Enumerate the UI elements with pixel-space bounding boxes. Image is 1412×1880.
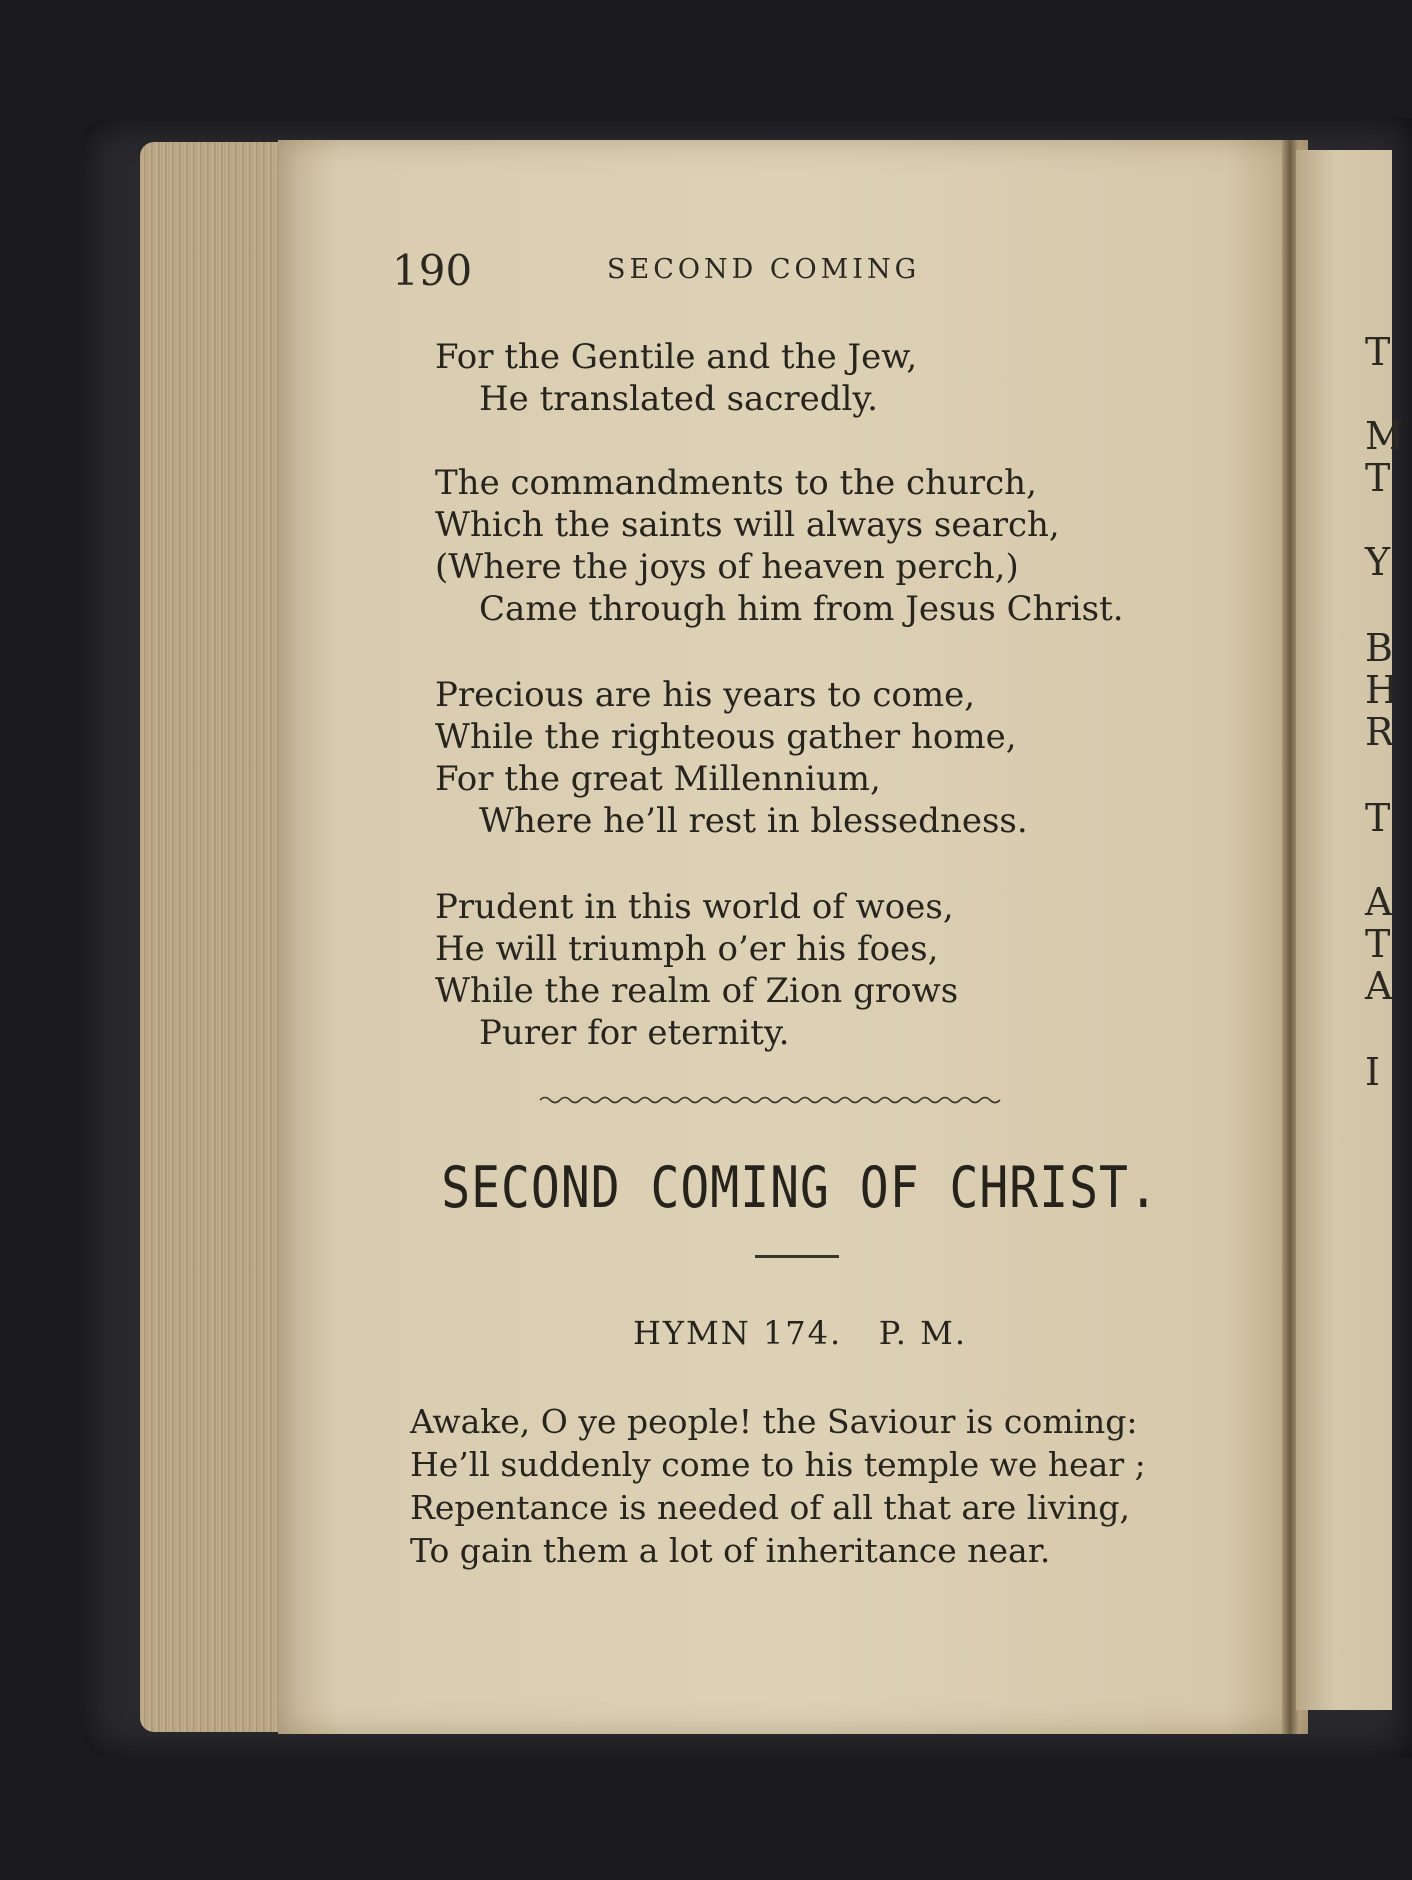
running-head bbox=[392, 246, 1232, 296]
hymn-heading: HYMN 174. P. M. bbox=[632, 1314, 968, 1352]
facing-page-letter: T bbox=[1365, 330, 1391, 374]
verse-line: Came through him from Jesus Christ. bbox=[479, 589, 1124, 629]
short-rule-divider bbox=[755, 1255, 839, 1258]
verse-line: The commandments to the church, bbox=[435, 463, 1037, 503]
verse-line: (Where the joys of heaven perch,) bbox=[435, 547, 1019, 587]
verse-line: Precious are his years to come, bbox=[435, 675, 975, 715]
verse-line: Purer for eternity. bbox=[479, 1013, 790, 1053]
facing-page-letter: A bbox=[1365, 964, 1393, 1008]
facing-page-letter: T bbox=[1365, 796, 1391, 840]
facing-page-letter: M bbox=[1365, 414, 1404, 458]
verse-line: To gain them a lot of inheritance near. bbox=[410, 1531, 1051, 1570]
facing-page-letter: T bbox=[1365, 456, 1391, 500]
facing-page-letter: R bbox=[1365, 710, 1394, 754]
verse-line: Where he’ll rest in blessedness. bbox=[479, 801, 1028, 841]
stanza-3 bbox=[435, 674, 1195, 842]
stanza-1 bbox=[435, 336, 1195, 420]
verse-line: Which the saints will always search, bbox=[435, 505, 1060, 545]
verse-line: Prudent in this world of woes, bbox=[435, 887, 954, 927]
facing-page-letter: A bbox=[1365, 880, 1393, 924]
verse-line: Awake, O ye people! the Saviour is coming: bbox=[410, 1402, 1138, 1441]
verse-line: While the realm of Zion grows bbox=[435, 971, 959, 1011]
verse-line: He’ll suddenly come to his temple we hear ; bbox=[410, 1445, 1146, 1484]
stanza-2 bbox=[435, 462, 1195, 630]
hymn-174-stanza bbox=[410, 1400, 1230, 1572]
verse-line: He will triumph o’er his foes, bbox=[435, 929, 939, 969]
facing-page-letter: Y bbox=[1365, 540, 1391, 584]
wavy-divider bbox=[540, 1094, 1000, 1106]
verse-line: He translated sacredly. bbox=[479, 379, 878, 419]
verse-line: Repentance is needed of all that are living, bbox=[410, 1488, 1130, 1527]
facing-page-letter: H bbox=[1365, 668, 1399, 712]
verse-line: For the Gentile and the Jew, bbox=[435, 337, 918, 377]
facing-page-letter: B bbox=[1365, 626, 1393, 670]
page-number: 190 bbox=[392, 246, 473, 295]
facing-page-letter: I bbox=[1365, 1050, 1381, 1094]
section-title: SECOND COMING OF CHRIST. bbox=[441, 1154, 1159, 1222]
page-block-edges bbox=[140, 142, 300, 1732]
verse-line: While the righteous gather home, bbox=[435, 717, 1017, 757]
facing-page-letter: T bbox=[1365, 922, 1391, 966]
running-head-title: SECOND COMING bbox=[607, 254, 921, 285]
stanza-4 bbox=[435, 886, 1195, 1054]
verse-line: For the great Millennium, bbox=[435, 759, 881, 799]
